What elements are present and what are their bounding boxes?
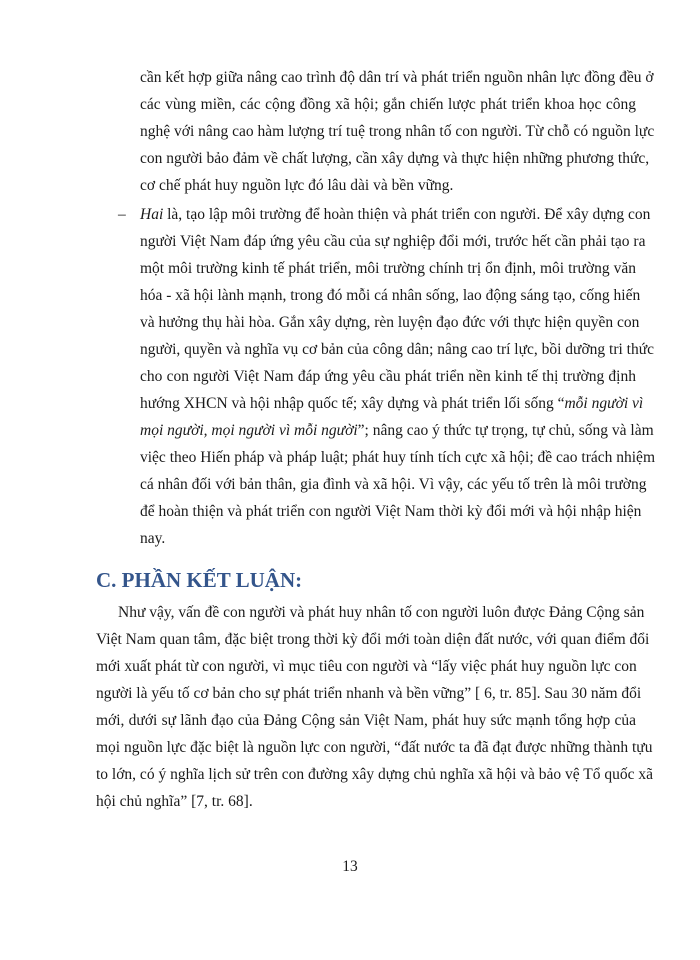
paragraph-line: mới xuất phát từ con người, vì mục tiêu con người và “lấy việc phát huy nguồn lực con bbox=[96, 658, 637, 675]
section-heading: C. PHẦN KẾT LUẬN: bbox=[96, 568, 303, 592]
line-text: hướng XHCN và hội nhập quốc tế; xây dựng và phát triển lối sống “ bbox=[140, 395, 565, 412]
line-text: ”; nâng cao ý thức tự trọng, tự chủ, sống và làm bbox=[357, 422, 654, 439]
paragraph-line: một môi trường kinh tế phát triển, môi trường chính trị ổn định, môi trường văn bbox=[140, 260, 636, 277]
bullet-dash: – bbox=[118, 206, 126, 223]
paragraph-line: cần kết hợp giữa nâng cao trình độ dân trí và phát triển nguồn nhân lực đồng đều ở bbox=[140, 69, 654, 86]
paragraph-line: Việt Nam quan tâm, đặc biệt trong thời kỳ đổi mới toàn diện đất nước, với quan điểm đổi bbox=[96, 631, 650, 648]
paragraph-line: con người bảo đảm về chất lượng, cần xây dựng và thực hiện những phương thức, bbox=[140, 150, 650, 167]
paragraph-line: mọi nguồn lực đặc biệt là nguồn lực con người, “đất nước ta đã đạt được những thành tựu bbox=[96, 739, 653, 756]
paragraph-line: để hoàn thiện và phát triển con người Việt Nam thời kỳ đổi mới và hội nhập hiện bbox=[140, 503, 642, 520]
paragraph-line bbox=[140, 394, 644, 414]
paragraph-line: cá nhân đối với bản thân, gia đình và xã hội. Vì vậy, các yếu tố trên là môi trường bbox=[140, 476, 647, 493]
paragraph-line: Như vậy, vấn đề con người và phát huy nhân tố con người luôn được Đảng Cộng sản bbox=[118, 604, 645, 621]
paragraph-line: người Việt Nam đáp ứng yêu cầu của sự nghiệp đổi mới, trước hết cần phải tạo ra bbox=[140, 233, 646, 250]
paragraph-line: cho con người Việt Nam đáp ứng yêu cầu phát triển nền kinh tế thị trường định bbox=[140, 368, 636, 385]
paragraph-line: và hưởng thụ hài hòa. Gắn xây dựng, rèn luyện đạo đức với thực hiện quyền con bbox=[140, 314, 640, 331]
paragraph-line: hội chủ nghĩa” [7, tr. 68]. bbox=[96, 793, 253, 810]
paragraph-line: nghệ với nâng cao hàm lượng trí tuệ trong nhân tố con người. Từ chỗ có nguồn lực bbox=[140, 123, 655, 140]
paragraph-line: hóa - xã hội lành mạnh, trong đó mỗi cá nhân sống, lao động sáng tạo, cống hiến bbox=[140, 287, 641, 304]
paragraph-line: người là yếu tố cơ bản cho sự phát triển nhanh và bền vững” [ 6, tr. 85]. Sau 30 năm đổi bbox=[96, 685, 642, 702]
bullet-text: là, tạo lập môi trường để hoàn thiện và phát triển con người. Để xây dựng con bbox=[163, 206, 651, 223]
page-number: 13 bbox=[342, 858, 358, 875]
emphasis-text: mọi người, mọi người vì mỗi người bbox=[140, 422, 358, 439]
paragraph-line: việc theo Hiến pháp và pháp luật; phát huy tính tích cực xã hội; đề cao trách nhiệm bbox=[140, 449, 655, 466]
paragraph-line: to lớn, có ý nghĩa lịch sử trên con đường xây dựng chủ nghĩa xã hội và bảo vệ Tổ quốc xã bbox=[96, 766, 653, 783]
bullet-first-line bbox=[140, 205, 651, 225]
paragraph-line: nay. bbox=[140, 530, 166, 547]
emphasis-text: mỗi người vì bbox=[564, 395, 644, 412]
paragraph-line: cơ chế phát huy nguồn lực đó lâu dài và bền vững. bbox=[140, 177, 454, 194]
paragraph-line: người, quyền và nghĩa vụ cơ bản của công dân; nâng cao trí lực, bồi dưỡng tri thức bbox=[140, 341, 655, 358]
paragraph-line: mới, dưới sự lãnh đạo của Đảng Cộng sản Việt Nam, phát huy sức mạnh tổng hợp của bbox=[96, 712, 636, 729]
paragraph-line: các vùng miền, các cộng đồng xã hội; gắn chiến lược phát triển khoa học công bbox=[140, 96, 636, 113]
paragraph-line bbox=[140, 421, 654, 441]
emphasis-text: Hai bbox=[140, 206, 164, 223]
